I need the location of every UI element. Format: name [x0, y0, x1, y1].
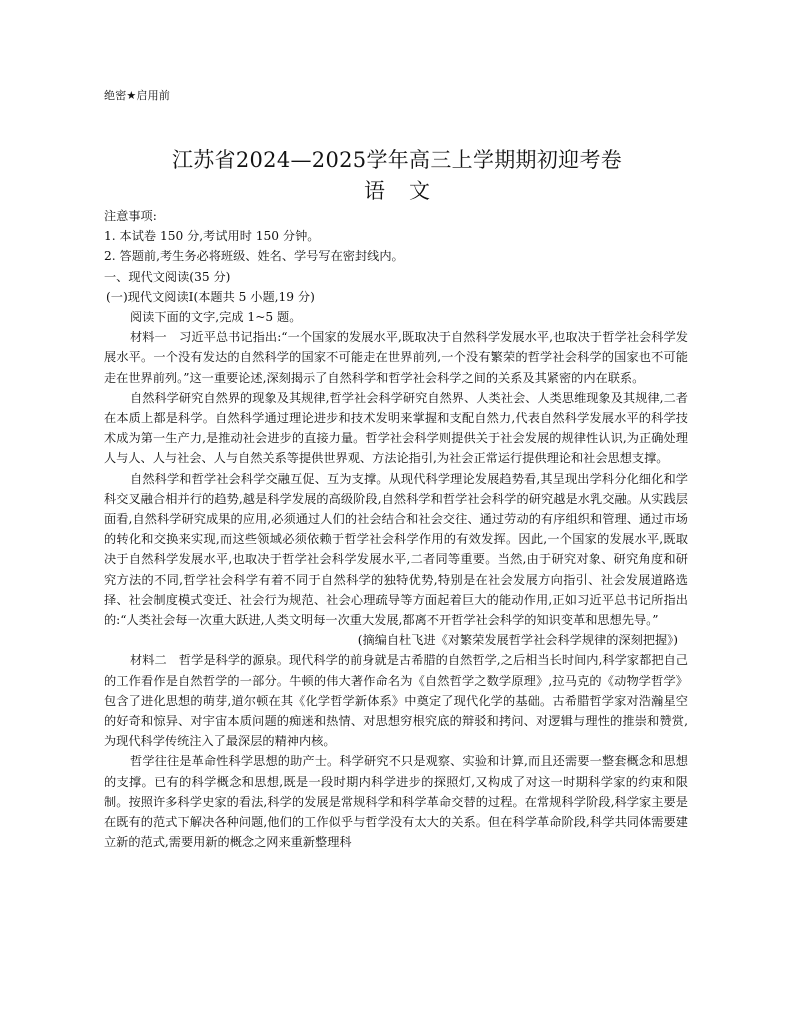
subject-title: 语文 — [364, 179, 454, 203]
secret-mark: 绝密★启用前 — [104, 89, 171, 102]
note-item-2: 2. 答题前,考生务必将班级、姓名、学号写在密封线内。 — [104, 249, 404, 264]
reading-instruction: 阅读下面的文字,完成 1~5 题。 — [130, 310, 302, 325]
notes-heading: 注意事项: — [104, 209, 157, 223]
section-heading: 一、现代文阅读(35 分) — [104, 269, 231, 284]
exam-title: 江苏省2024—2025学年高三上学期期初迎考卷 — [171, 148, 623, 172]
material1-paragraph-2: 自然科学研究自然界的现象及其规律,哲学社会科学研究自然界、人类社会、人类思维现象及其规律,二者在本质上都是科学。自然科学通过理论进步和技术发明来掌握和支配自然力,代表自然科学发展水平的科学技术成为第一生产力,是推动社会进步的直接力量。哲学社会科学则提供关于社会发展的规律性认识,为正确处理人与人、人与社会、人与自然关系等提供世界观、方法论指引,为社会正常运行提供理论和社会思想支撑。 — [104, 390, 688, 466]
subsection-heading: (一)现代文阅读Ⅰ(本题共 5 小题,19 分) — [106, 289, 315, 304]
material2-paragraph-1: 材料二 哲学是科学的源泉。现代科学的前身就是古希腊的自然哲学,之后相当长时间内,科学家都把自己的工作看作是自然哲学的一部分。牛顿的伟大著作命名为《自然哲学之数学原理》,拉马克的《动物学哲学》包含了进化思想的萌芽,道尔顿在其《化学哲学新体系》中奠定了现代化学的基础。古希腊哲学家对浩瀚星空的好奇和惊异、对宇宙本质问题的痴迷和热情、对思想穷根究底的辩驳和拷问、对逻辑与理性的推崇和赞赏,为现代科学传统注入了最深层的精神内核。 — [104, 653, 688, 749]
exam-content — [104, 206, 688, 853]
material1-source: (摘编自杜飞进《对繁荣发展哲学社会科学规律的深刻把握》) — [357, 633, 678, 648]
material1-paragraph-1: 材料一 习近平总书记指出:“一个国家的发展水平,既取决于自然科学发展水平,也取决于哲学社会科学发展水平。一个没有发达的自然科学的国家不可能走在世界前列,一个没有繁荣的哲学社会科学的国家也不可能走在世界前列。”这一重要论述,深刻揭示了自然科学和哲学社会科学之间的关系及其紧密的内在联系。 — [104, 330, 688, 385]
material1-paragraph-3: 自然科学和哲学社会科学交融互促、互为支撑。从现代科学理论发展趋势看,其呈现出学科分化细化和学科交叉融合相并行的趋势,越是科学发展的高级阶段,自然科学和哲学社会科学的研究越是水乳交融。从实践层面看,自然科学研究成果的应用,必须通过人们的社会结合和社会交往、通过劳动的有序组织和管理、通过市场的转化和交换来实现,而这些领域必须依赖于哲学社会科学作用的有效发挥。因此,一个国家的发展水平,既取决于自然科学发展水平,也取决于哲学社会科学发展水平,二者同等重要。当然,由于研究对象、研究角度和研究方法的不同,哲学社会科学有着不同于自然科学的独特优势,特别是在社会发展方向指引、社会发展道路选择、社会制度模式变迁、社会行为规范、社会心理疏导等方面起着巨大的能动作用,正如习近平总书记所指出的:“人类社会每一次重大跃进,人类文明每一次重大发展,都离不开哲学社会科学的知识变革和思想先导。” — [104, 471, 688, 628]
material2-paragraph-2: 哲学往往是革命性科学思想的助产士。科学研究不只是观察、实验和计算,而且还需要一整套概念和思想的支撑。已有的科学概念和思想,既是一段时期内科学进步的探照灯,又构成了对这一时期科学家的约束和限制。按照许多科学史家的看法,科学的发展是常规科学和科学革命交替的过程。在常规科学阶段,科学家主要是在既有的范式下解决各种问题,他们的工作似乎与哲学没有太大的关系。但在科学革命阶段,科学共同体需要建立新的范式,需要用新的概念之网来重新整理科 — [104, 754, 688, 850]
note-item-1: 1. 本试卷 150 分,考试用时 150 分钟。 — [104, 229, 320, 244]
